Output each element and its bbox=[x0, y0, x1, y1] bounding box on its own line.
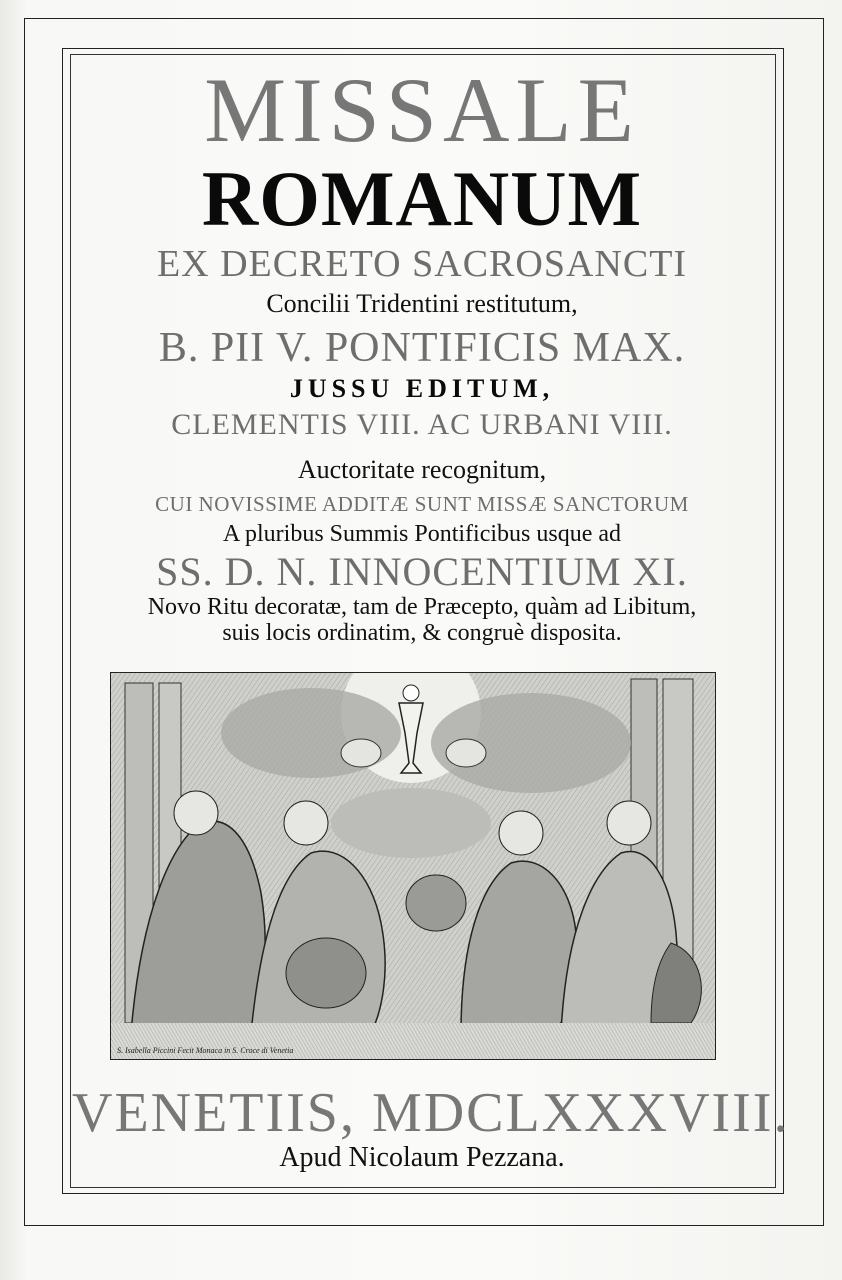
imprint-place-date: VENETIIS, MDCLXXXVIII. bbox=[72, 1082, 790, 1144]
subtitle-pluribus: A pluribus Summis Pontificibus usque ad bbox=[222, 521, 621, 547]
subtitle-auctoritate: Auctoritate recognitum, bbox=[297, 455, 547, 484]
engraving-illustration bbox=[111, 673, 715, 1059]
subtitle-jussu-editum: JUSSU EDITUM, bbox=[289, 374, 555, 403]
subtitle-pii-v: B. PII V. PONTIFICIS MAX. bbox=[158, 325, 686, 371]
subtitle-clementis: CLEMENTIS VIII. AC URBANI VIII. bbox=[171, 408, 673, 441]
subtitle-concilii: Concilii Tridentini restitutum, bbox=[266, 289, 578, 318]
subtitle-innocentium: SS. D. N. INNOCENTIUM XI. bbox=[156, 549, 688, 594]
subtitle-ex-decreto: EX DECRETO SACROSANCTI bbox=[156, 243, 688, 285]
subtitle-novo-ritu: Novo Ritu decoratæ, tam de Præcepto, quàm ad Libitum, bbox=[147, 594, 697, 620]
engraver-signature: S. Isabella Piccini Fecit Monaca in S. Croce di Venetia bbox=[117, 1046, 294, 1055]
title-romanum: ROMANUM bbox=[201, 155, 643, 242]
title-block bbox=[72, 56, 772, 646]
subtitle-suis-locis: suis locis ordinatim, & congruè disposita. bbox=[222, 620, 622, 646]
engraving-evangelists bbox=[110, 672, 716, 1060]
title-missale: MISSALE bbox=[204, 59, 640, 161]
subtitle-cui-novissime: CUI NOVISSIME ADDITÆ SUNT MISSÆ SANCTORUM bbox=[155, 492, 689, 516]
imprint-printer: Apud Nicolaum Pezzana. bbox=[279, 1142, 565, 1173]
